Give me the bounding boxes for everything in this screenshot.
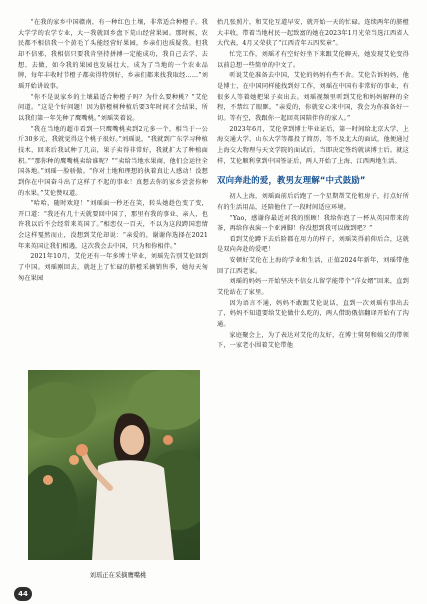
- body-paragraph: 刘瑶的妈妈一开始坚决不信女儿留学能带个“洋女婿”回来，直到艾伦站在了家里。: [217, 278, 409, 297]
- body-paragraph: 抬几张照片，和艾伦互道早安，就开始一天的忙碌。连续两年的脐橙大丰收，带着当地村民一起致富的她在2023年1月光荣当选江西省人大代表，4月又荣获了“江西青年五四奖章”。: [217, 19, 409, 48]
- body-paragraph: 安顿好艾伦在上海的学业和生活，正值2024年新年，刘瑶带他回了江西老家。: [217, 257, 409, 275]
- left-column: [18, 18, 208, 284]
- body-paragraph: 2021年10月，艾伦还有一年多博士毕业，刘瑶先告别艾伦回到了中国。刘瑶刚回去，就赶上了忙碌的脐橙采摘销售季，她每天匆匆在果园: [18, 253, 208, 282]
- body-paragraph: 看到艾伦蹲下去后险都在用力的样子，刘瑶笑得前仰后合，这就是双向奔赴的爱吧！: [217, 235, 409, 254]
- body-paragraph: “我在当地的超市看到一只鹰嘴桃卖到2元多一个，相当于一公斤30多元，我就觉得这个桃子很好。”刘瑶说，“我就到广东学习种植技术，回来后我试种了几亩，果子卖得非常好，我就扩大了种植面积。”“那你种的鹰嘴桃卖给谁呢？”“卖给当地水果商，他们会运往全国各地。”刘瑶一脸骄傲。“你对土地和理想的执着真让人感动！没想到你在中国奋斗出了这样了不起的事业！真想去你的家乡尝尝你种的水果。”艾伦赞叹道。: [18, 125, 208, 197]
- body-paragraph: 忙完工作，刘瑶才有空好好坐下来跟艾伦聊天，她发现艾伦变得以前总想一些简单的中文了。: [217, 50, 409, 69]
- page-number: 44: [14, 587, 32, 601]
- photo-caption: 刘瑶正在采摘鹰嘴桃: [89, 572, 147, 579]
- right-column: [217, 18, 409, 352]
- body-paragraph: 听说艾伦准备去中国，艾伦的妈妈有些不舍。艾伦告诉妈妈，他是博士，在中国同样能找到好工作，刘瑶在中国有非常好的事业，有很多人等着她把果子卖出去。刘瑶视频里听到艾伦和妈妈解释的全程，不禁红了眼眶。“亲爱的，你就安心来中国，我会为你准备好一切。等有空，我跟你一起回英国陪伴你的家人。”: [217, 72, 409, 122]
- body-paragraph: “你不是说家乡的土壤最适合种橙子吗？为什么要种桃？”艾伦问道。“这是个好问题！因为脐橙树种植后要3年时间才会结果，所以我们第一年先种了鹰嘴桃。”刘瑶笑着说。: [18, 93, 208, 122]
- body-paragraph: 2023年6月，艾伦拿到博士毕业证后，第一时间给北京大学、上海交通大学、山东大学等都投了简历，等不及北大的面试，他便通过上海交大物理与天文学院的面试后，当即决定签约就读博士后。就这样，艾伦顺利拿到中国签证后，两人开始了上海、江西两地生活。: [217, 125, 409, 165]
- body-paragraph: 初人上海，刘瑶面前后后跑了一个星期帮艾伦租房子，打点好所有的生活用品，还陪他住了一段时间适应环境。: [217, 193, 409, 211]
- body-paragraph: 因为语言不通，妈妈不敢跟艾伦说话，直到一次刘瑶有事出去了，妈妈不知道要给艾伦做什么吃的，两人借助俄信翻译开始有了沟通。: [217, 299, 409, 329]
- orchard-scene-illustration: [28, 370, 200, 560]
- body-paragraph: “在我的家乡中国赣南，有一种红色土壤，非常适合种橙子。我大学学的农学专业，大一我就回乡盘下荒山经营果园。那时候，农民都不相信我一个黄毛丫头能经营好果园，乡亲们也质疑我。但我却不信邪，我相信只要我肯坚持拼搏一定能成功，我自己去学、去想、去做，如今我的果园也发展壮大，成为了当地的一个农业品牌，每年丰收时节橙子都卖得特别好，乡亲们都来找我取经……”刘瑶开始讲故事。: [18, 19, 208, 90]
- body-paragraph: “Yao，感谢你最近对我的照顾！我给你泡了一杯从英国带来的茶，再给你表演一个亚洲脚！你没想到我可以做到吧？”: [217, 214, 409, 233]
- article-photo: [28, 370, 200, 560]
- body-paragraph: 家庭聚会上，为了表达对艾伦的友好，在博士舅舅和姨父的带领下，一家老小围着艾伦带他: [217, 331, 409, 350]
- body-paragraph: “哈哈，随时欢迎！”刘瑶面一秒还在笑，转头她趁色变了变，开口道：“我还有几十天就要回中国了，那里有我的事业、亲人，也许我以后不会经常来英国了。”相恋仅一百天，不以为这段跨国恋情会这样戛然而止，没想到艾伦却说：“亲爱的，谢谢你选择在2021年来英国让我们相遇，这次我会去中国，只为和你相伴。”: [18, 200, 208, 250]
- section-heading: 双向奔赴的爱，教男友理解“中式鼓励”: [217, 175, 366, 186]
